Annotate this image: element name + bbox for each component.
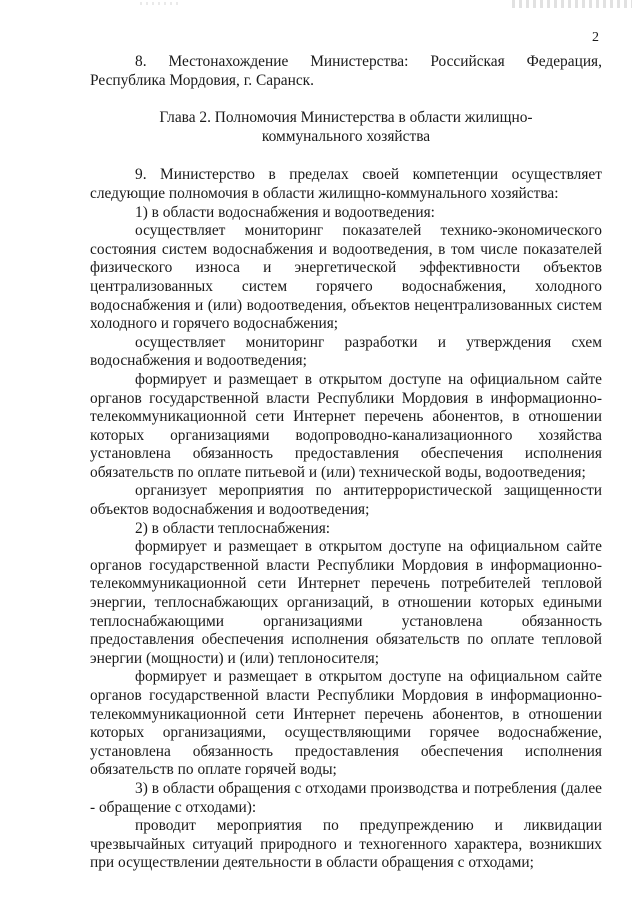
list-item-1-b: осуществляет мониторинг разработки и утверждения схем водоснабжения и водоотведения; [90, 333, 602, 370]
list-item-3: 3) в области обращения с отходами производства и потребления (далее - обращение с отходами): [90, 779, 602, 816]
paragraph-8: 8. Местонахождение Министерства: Российская Федерация, Республика Мордовия, г. Саранск. [90, 53, 602, 89]
list-item-3-a: проводит мероприятия по предупреждению и ликвидации чрезвычайных ситуаций природного и техногенного характера, возникших при осуществлении деятельности в области обращения с отходами; [90, 817, 602, 872]
list-item-2-b: формирует и размещает в открытом доступе на официальном сайте органов государственной власти Республики Мордовия в информационно-телекоммуникационной сети Интернет перечень абонентов, в отношении которых организациями, осуществляющими горячее водоснабжение, установлена обязанность предоставления обеспечения исполнения обязательств по оплате горячей воды; [90, 668, 602, 779]
chapter-heading: Глава 2. Полномочия Министерства в области жилищно-коммунального хозяйства [159, 109, 533, 145]
page-number: 2 [592, 30, 599, 45]
list-item-1-d: организует мероприятия по антитеррористической защищенности объектов водоснабжения и водоотведения; [90, 482, 602, 519]
paragraph-9: 9. Министерство в пределах своей компетенции осуществляет следующие полномочия в области жилищно-коммунального хозяйства: [90, 166, 602, 202]
list-item-1-a: осуществляет мониторинг показателей технико-экономического состояния систем водоснабжения и водоотведения, в том числе показателей физического износа и энергетической эффективности объектов централизованных систем горячего водоснабжения, холодного водоснабжения и (или) водоотведения, объектов нецентрализованных систем холодного и горячего водоснабжения; [90, 222, 602, 333]
list-item-1-c: формирует и размещает в открытом доступе на официальном сайте органов государственной власти Республики Мордовия в информационно-телекоммуникационной сети Интернет перечень абонентов, в отношении которых организациями водопроводно-канализационного хозяйства установлена обязанность предоставления обеспечения исполнения обязательств по оплате питьевой и (или) технической воды, водоотведения; [90, 370, 602, 481]
scan-artifact [140, 2, 180, 5]
list-item-2-a: формирует и размещает в открытом доступе на официальном сайте органов государственной власти Республики Мордовия в информационно-телекоммуникационной сети Интернет перечень потребителей тепловой энергии, теплоснабжающих организаций, в отношении которых едиными теплоснабжающими организациями установлена обязанность предоставления обеспечения исполнения обязательств по оплате тепловой энергии (мощности) и (или) теплоносителя; [90, 538, 602, 667]
list-item-1: 1) в области водоснабжения и водоотведения: [135, 203, 435, 221]
list-item-2: 2) в области теплоснабжения: [135, 519, 331, 537]
scan-artifact [512, 0, 632, 8]
document-body [90, 53, 602, 873]
